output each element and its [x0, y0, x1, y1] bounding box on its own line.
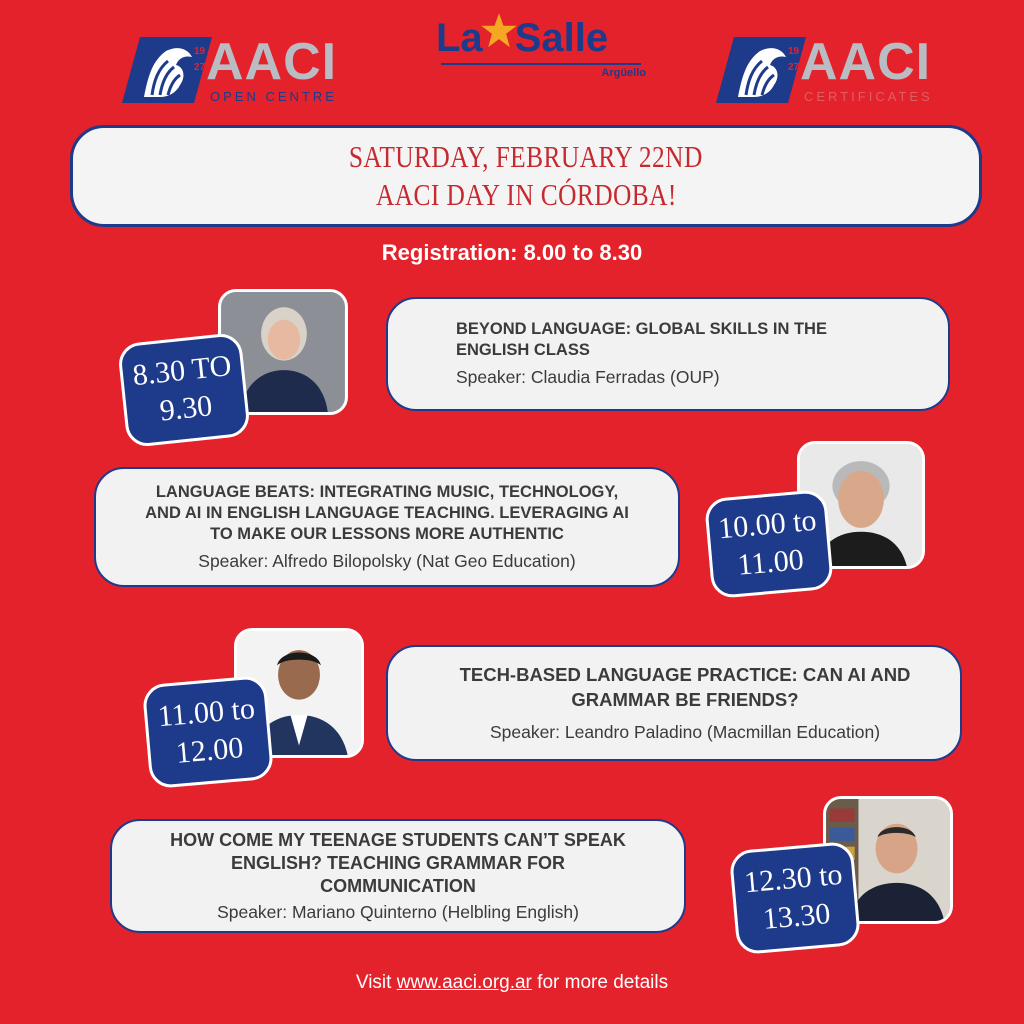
logo-subtitle: Argüello	[601, 67, 646, 79]
logo-word: AACI	[206, 32, 338, 91]
time-badge-session-2	[704, 489, 834, 599]
time-start: 10.00 to	[716, 503, 818, 546]
session-title-line: TECH-BASED LANGUAGE PRACTICE: CAN AI AND	[459, 664, 911, 685]
footer-prefix: Visit	[355, 972, 397, 993]
event-date: SATURDAY, FEBRUARY 22ND	[349, 139, 703, 174]
session-title-line: ENGLISH? TEACHING GRAMMAR FOR	[231, 852, 565, 873]
session-title-line: COMMUNICATION	[320, 875, 476, 896]
event-name: AACI DAY IN CÓRDOBA!	[375, 177, 677, 212]
time-badge-session-1	[117, 332, 251, 448]
session-speaker: Speaker: Alfredo Bilopolsky (Nat Geo Education)	[198, 550, 576, 571]
lion-emblem-icon	[716, 37, 806, 103]
logo-word-la: La	[436, 16, 483, 60]
logo-word: AACI	[800, 32, 932, 91]
session-title-line: AND AI IN ENGLISH LANGUAGE TEACHING. LEVERAGING AI	[145, 503, 629, 522]
aaci-open-centre-logo	[122, 34, 337, 106]
logo-word-salle: Salle	[514, 16, 609, 60]
session-speaker: Speaker: Mariano Quinterno (Helbling English)	[217, 901, 579, 922]
time-badge-session-3	[142, 675, 275, 789]
logo-year-top: 19	[194, 46, 206, 57]
time-badge-session-4	[729, 841, 862, 955]
logo-year-top: 19	[788, 46, 800, 57]
logo-year-bottom: 27	[194, 62, 206, 73]
star-icon	[477, 9, 521, 53]
aaci-certificates-logo	[716, 34, 933, 106]
event-title-box	[70, 125, 982, 227]
time-end: 12.00	[174, 731, 245, 770]
session-title-line: TO MAKE OUR LESSONS MORE AUTHENTIC	[210, 524, 564, 543]
session-title-line: BEYOND LANGUAGE: GLOBAL SKILLS IN THE	[456, 320, 827, 338]
session-card-3	[386, 645, 962, 761]
time-end: 11.00	[736, 543, 806, 582]
session-card-2	[94, 467, 680, 587]
time-end: 9.30	[158, 389, 214, 428]
session-title-line: LANGUAGE BEATS: INTEGRATING MUSIC, TECHNOLOGY,	[155, 482, 619, 501]
website-link[interactable]: www.aaci.org.ar	[396, 972, 532, 993]
time-start: 12.30 to	[742, 857, 844, 900]
time-start: 8.30 TO	[131, 349, 233, 393]
logo-divider	[441, 63, 641, 65]
session-speaker: Speaker: Leandro Paladino (Macmillan Education)	[489, 722, 881, 742]
logo-subtitle: OPEN CENTRE	[210, 88, 337, 104]
time-end: 13.30	[761, 897, 832, 936]
session-title-line: GRAMMAR BE FRIENDS?	[571, 689, 799, 710]
time-start: 11.00 to	[156, 691, 257, 734]
logo-subtitle: CERTIFICATES	[804, 88, 933, 104]
session-title-line: HOW COME MY TEENAGE STUDENTS CAN’T SPEAK	[170, 829, 626, 850]
session-card-4	[110, 819, 686, 933]
session-card-1	[386, 297, 950, 411]
registration-time: Registration: 8.00 to 8.30	[381, 240, 643, 265]
logo-year-bottom: 27	[788, 62, 800, 73]
session-speaker: Speaker: Claudia Ferradas (OUP)	[456, 367, 720, 387]
la-salle-logo	[436, 16, 646, 79]
footer-suffix: for more details	[531, 972, 669, 993]
lion-emblem-icon	[122, 37, 212, 103]
footer	[0, 972, 1024, 994]
session-title-line: ENGLISH CLASS	[456, 341, 590, 359]
